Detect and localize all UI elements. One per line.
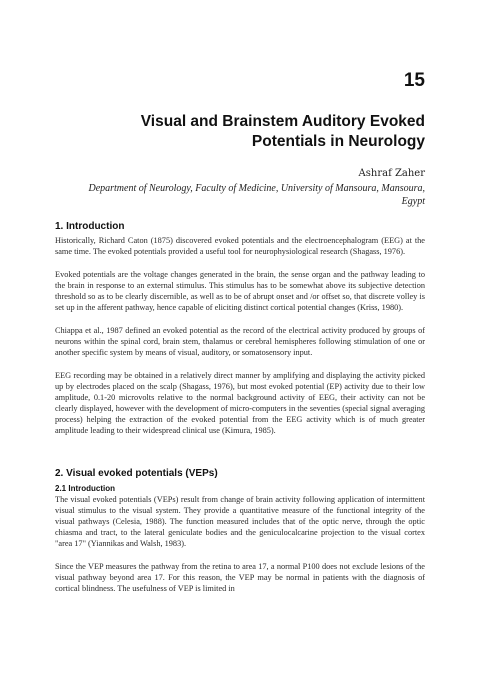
paragraph-history: Historically, Richard Caton (1875) discovered evoked potentials and the electroencephalogram (EEG) at the same time. The evoked potentials provided a useful tool for neurophysiological research (Shagass, 1976). xyxy=(55,236,425,257)
author-name: Ashraf Zaher xyxy=(358,168,425,179)
affiliation-line-1: Department of Neurology, Faculty of Medicine, University of Mansoura, Mansoura, xyxy=(88,183,425,194)
document-page xyxy=(55,0,425,680)
paragraph-eeg-recording: EEG recording may be obtained in a relatively direct manner by amplifying and displaying the activity picked up by electrodes placed on the scalp (Shagass, 1976), but most evoked potential (EP) activity due to their low amplitude, 0.1-20 microvolts relative to the normal background activity of EEG, their activity can not be clearly displayed, however with the development of micro-computers in the seventies (special signal averaging process) helping the extraction of the evoked potential from the EEG activity which is of much greater amplitude leading to their widespread clinical use (Kimura, 1985). xyxy=(55,371,425,436)
paragraph-vep-pathway: Since the VEP measures the pathway from the retina to area 17, a normal P100 does not exclude lesions of the visual pathway beyond area 17. For this reason, the VEP may be normal in patients with the diagnosis of cortical blindness. The usefulness of VEP is limited in xyxy=(55,562,425,594)
chapter-number: 15 xyxy=(403,70,425,91)
chapter-title-line-1: Visual and Brainstem Auditory Evoked xyxy=(140,113,425,130)
chapter-title-line-2: Potentials in Neurology xyxy=(251,133,425,150)
affiliation-line-2: Egypt xyxy=(401,196,425,207)
section-heading-vep: 2. Visual evoked potentials (VEPs) xyxy=(55,468,218,479)
author-affiliation xyxy=(55,182,425,208)
paragraph-definition: Evoked potentials are the voltage changes generated in the brain, the sense organ and the pathway leading to the brain in response to an external stimulus. This stimulus has to be somewhat above its subjective detection threshold so as to be clearly discernible, as well as to be of abrupt onset and /or offset so, that discrete volley is set up in the afferent pathway, hence capable of eliciting distinct cortical potential changes (Kriss, 1980). xyxy=(55,270,425,313)
subsection-heading-vep-intro: 2.1 Introduction xyxy=(55,484,115,493)
chapter-title xyxy=(55,112,425,152)
section-heading-introduction: 1. Introduction xyxy=(55,221,125,232)
paragraph-vep-intro: The visual evoked potentials (VEPs) result from change of brain activity following application of intermittent visual stimulus to the visual system. They provide a quantitative measure of the functional integrity of the visual pathways (Celesia, 1988). The function measured includes that of the optic nerve, through the optic chiasma and tract, to the lateral geniculate bodies and the geniculocalcarine projection to the visual cortex "area 17" (Yiannikas and Walsh, 1983). xyxy=(55,495,425,549)
paragraph-chiappa: Chiappa et al., 1987 defined an evoked potential as the record of the electrical activity produced by groups of neurons within the spinal cord, brain stem, thalamus or cerebral hemispheres following stimulation of one or another specific system by means of visual, auditory, or somatosensory input. xyxy=(55,326,425,358)
